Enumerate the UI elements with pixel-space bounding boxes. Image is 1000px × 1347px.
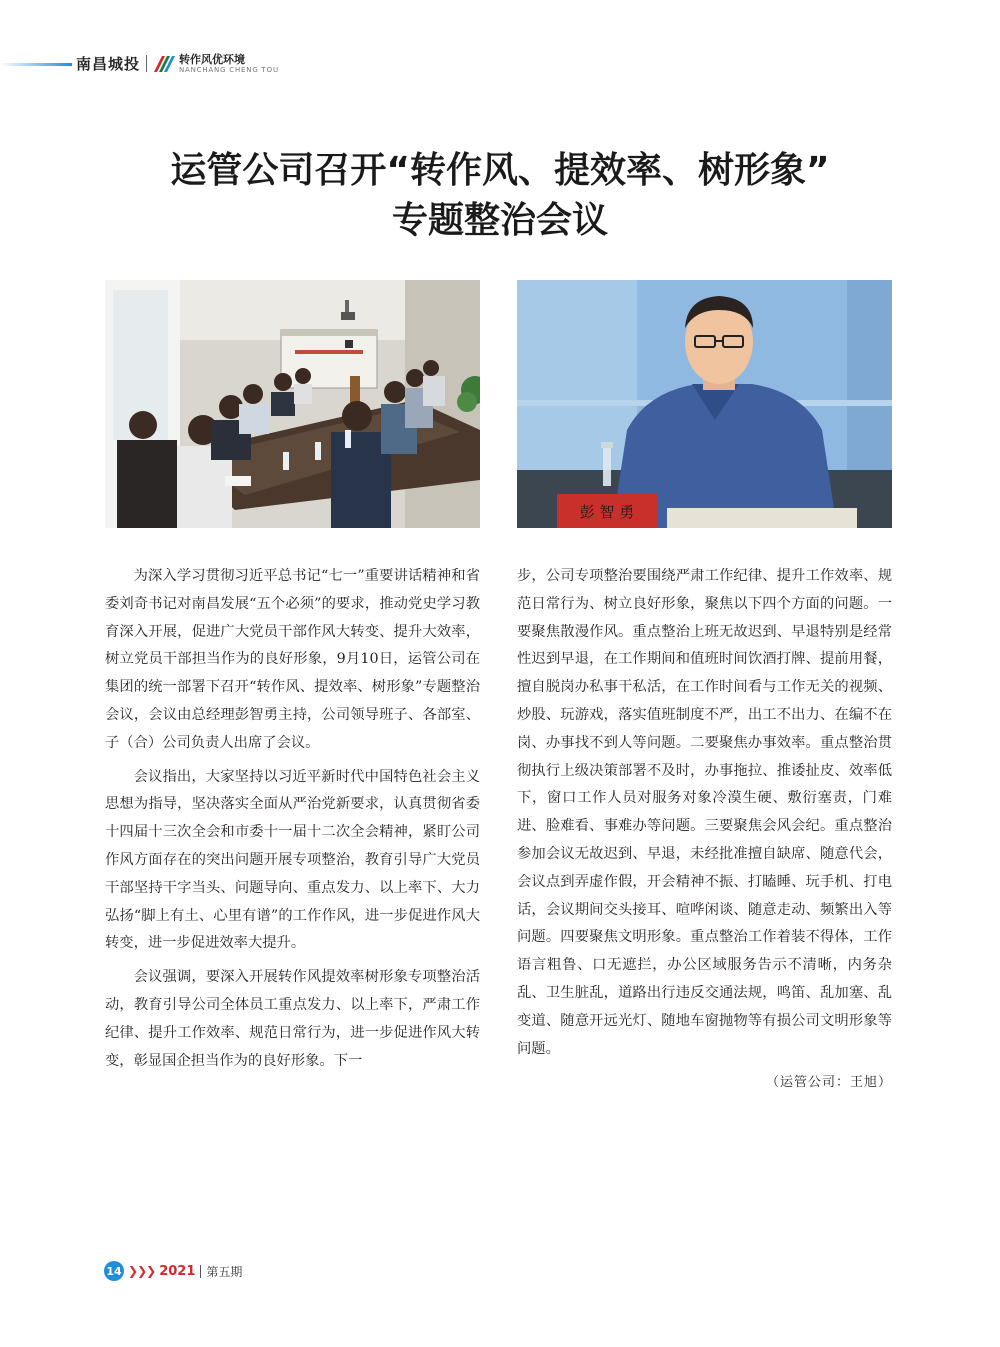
article-title-line-1: 运管公司召开“转作风、提效率、树形象” [170,150,830,191]
brand-slogan: 转作风优环境 [179,52,246,66]
footer-divider [200,1265,201,1278]
page-footer [104,1261,242,1281]
header-accent-line [0,63,72,66]
article-title [60,146,940,246]
article-paragraph-3: 会议强调，要深入开展转作风提效率树形象专项整治活动，教育引导公司全体员工重点发力、以上率下，严肃工作纪律、提升工作效率、规范日常行为，进一步促进作风大转变，彰显国企担当作为的良好形象。下一 [105,969,480,1069]
page-number: 14 [104,1261,124,1281]
article-body-right-column [517,563,892,1103]
header-brand [76,53,279,74]
brand-name: 南昌城投 [76,55,141,73]
article-paragraph-3-continued: 步，公司专项整治要围绕严肃工作纪律、提升工作效率、规范日常行为、树立良好形象，聚焦以下四个方面的问题。一要聚焦散漫作风。重点整治上班无故迟到、早退特别是经常性迟到早退，在工作期间和值班时间饮酒打牌、提前用餐，擅自脱岗办私事干私活，在工作时间看与工作无关的视频、炒股、玩游戏，落实值班制度不严，出工不出力、在编不在岗、办事找不到人等问题。二要聚焦办事效率。重点整治贯彻执行上级决策部署不及时，办事拖拉、推诿扯皮、效率低下，窗口工作人员对服务对象冷漠生硬、敷衍塞责，门难进、脸难看、事难办等问题。三要聚焦会风会纪。重点整治参加会议无故迟到、早退，未经批准擅自缺席、随意代会，会议点到弄虚作假，开会精神不振、打瞌睡、玩手机、打电话，会议期间交头接耳、喧哗闲谈、随意走动、频繁出入等问题。四要聚焦文明形象。重点整治工作着装不得体，工作语言粗鲁、口无遮拦，办公区域服务告示不清晰，内务杂乱、卫生脏乱，道路出行违反交通法规，鸣笛、乱加塞、乱变道、随意开远光灯、随地车窗抛物等有损公司文明形象等问题。 [517,568,892,1057]
brand-logo-icon [153,55,175,73]
chevron-right-icon: ❯ ❯ ❯ [128,1264,157,1278]
brand-divider [146,55,147,72]
article-title-line-2: 专题整治会议 [391,200,608,241]
meeting-room-photo [105,280,480,528]
article-paragraph-2: 会议指出，大家坚持以习近平新时代中国特色社会主义思想为指导，坚决落实全面从严治党新要求，认真贯彻省委十四届十三次全会和市委十一届十二次全会精神，紧盯公司作风方面存在的突出问题开展专项整治，教育引导广大党员干部坚持干字当头、问题导向、重点发力、以上率下、大力弘扬“脚上有土、心里有谱”的工作作风，进一步促进作风大转变，进一步促进效率大提升。 [105,768,480,952]
footer-year: 2021 [159,1263,196,1279]
brand-texts [179,54,279,74]
speaker-photo [517,280,892,528]
article-byline: （运管公司：王旭） [765,1075,892,1091]
article-paragraph-1: 为深入学习贯彻习近平总书记“七一”重要讲话精神和省委刘奇书记对南昌发展“五个必须”的要求，推动党史学习教育深入开展，促进广大党员干部作风大转变、提升大效率，树立党员干部担当作为的良好形象，9月10日，运管公司在集团的统一部署下召开“转作风、提效率、树形象”专题整治会议，会议由总经理彭智勇主持，公司领导班子、各部室、子（合）公司负责人出席了会议。 [105,568,480,751]
name-plate-text: 彭 智 勇 [579,503,635,521]
footer-issue: 第五期 [206,1264,243,1279]
brand-slogan-english: NANCHANG CHENG TOU [179,65,279,74]
article-body-left-column [105,563,480,1081]
